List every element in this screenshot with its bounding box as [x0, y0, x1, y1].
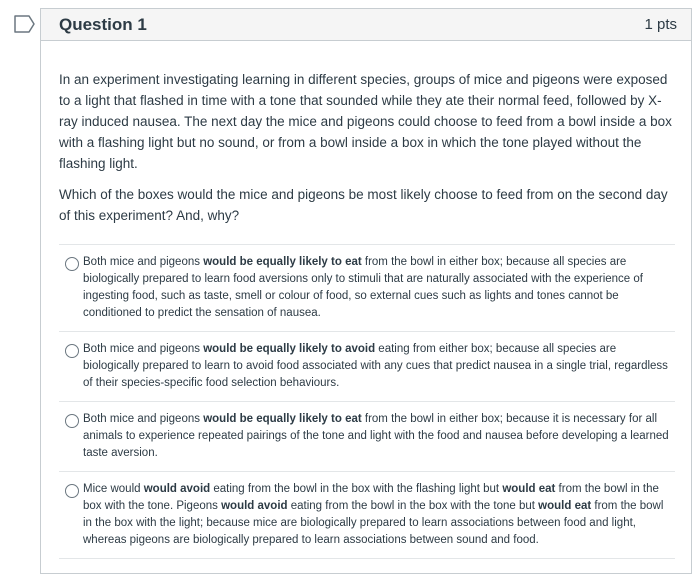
- question-header: [41, 9, 691, 41]
- answer-text-segment: Both mice and pigeons: [83, 413, 204, 425]
- answer-emphasis: would be equally likely to eat: [203, 256, 362, 268]
- answer-text: [83, 254, 675, 322]
- radio-icon[interactable]: [65, 344, 79, 358]
- answer-emphasis: would eat: [538, 500, 592, 512]
- answer-text-segment: eating from either box; because all species are biologically prepared to learn to avoid food associated with any cues that predict nausea in a single trial, regardless of their species-specific food selection behaviours.: [83, 343, 668, 389]
- answer-text: [83, 341, 675, 392]
- question-title: Question 1: [59, 14, 147, 34]
- answer-text: [83, 481, 675, 549]
- radio-icon[interactable]: [65, 414, 79, 428]
- question-points: 1 pts: [644, 16, 677, 33]
- answer-option[interactable]: [59, 331, 675, 401]
- answer-text-segment: from the bowl in the box with the tone. Pigeons: [83, 483, 659, 512]
- answer-text-segment: from the bowl in either box; because it is necessary for all animals to experience repeated pairings of the tone and light with the food and nausea before developing a learned taste aversion.: [83, 413, 669, 459]
- answer-list: [59, 244, 675, 559]
- answer-option[interactable]: [59, 401, 675, 471]
- answer-text-segment: from the bowl in either box; because all species are biologically prepared to learn food aversions only to stimuli that are naturally associated with the experience of ingesting food, such as taste, smell or colour of food, so external cues such as lights and tones cannot be conditioned to predict the sensation of nausea.: [83, 256, 643, 319]
- question-body: [41, 41, 691, 559]
- answer-text: [83, 411, 675, 462]
- answer-text-segment: Mice would: [83, 483, 144, 495]
- answer-emphasis: would be equally likely to eat: [203, 413, 362, 425]
- answer-option[interactable]: [59, 471, 675, 559]
- radio-icon[interactable]: [65, 257, 79, 271]
- radio-icon[interactable]: [65, 484, 79, 498]
- answer-text-segment: Both mice and pigeons: [83, 256, 204, 268]
- answer-emphasis: would eat: [502, 483, 556, 495]
- answer-emphasis: would avoid: [143, 483, 211, 495]
- stem-paragraph: Which of the boxes would the mice and pigeons be most likely choose to feed from on the second day of this experiment? And, why?: [59, 187, 668, 223]
- answer-emphasis: would be equally likely to avoid: [203, 343, 376, 355]
- flag-question-icon[interactable]: [8, 12, 38, 36]
- answer-text-segment: Both mice and pigeons: [83, 343, 204, 355]
- question-card: [40, 8, 692, 574]
- question-stem: [59, 69, 675, 226]
- answer-text-segment: from the bowl in the box with the light; because mice are biologically prepared to learn associations between food and light, whereas pigeons are biologically prepared to learn associations between sound and food.: [83, 500, 664, 546]
- answer-text-segment: eating from the bowl in the box with the tone but: [287, 500, 539, 512]
- answer-emphasis: would avoid: [221, 500, 288, 512]
- answer-text-segment: eating from the bowl in the box with the flashing light but: [210, 483, 503, 495]
- stem-paragraph: In an experiment investigating learning in different species, groups of mice and pigeons were exposed to a light that flashed in time with a tone that sounded while they ate their normal feed, followed by X-ray induced nausea. The next day the mice and pigeons could choose to feed from a bowl inside a box with a flashing light but no sound, or from a bowl inside a box in which the tone played without the flashing light.: [59, 72, 672, 171]
- answer-option[interactable]: [59, 244, 675, 331]
